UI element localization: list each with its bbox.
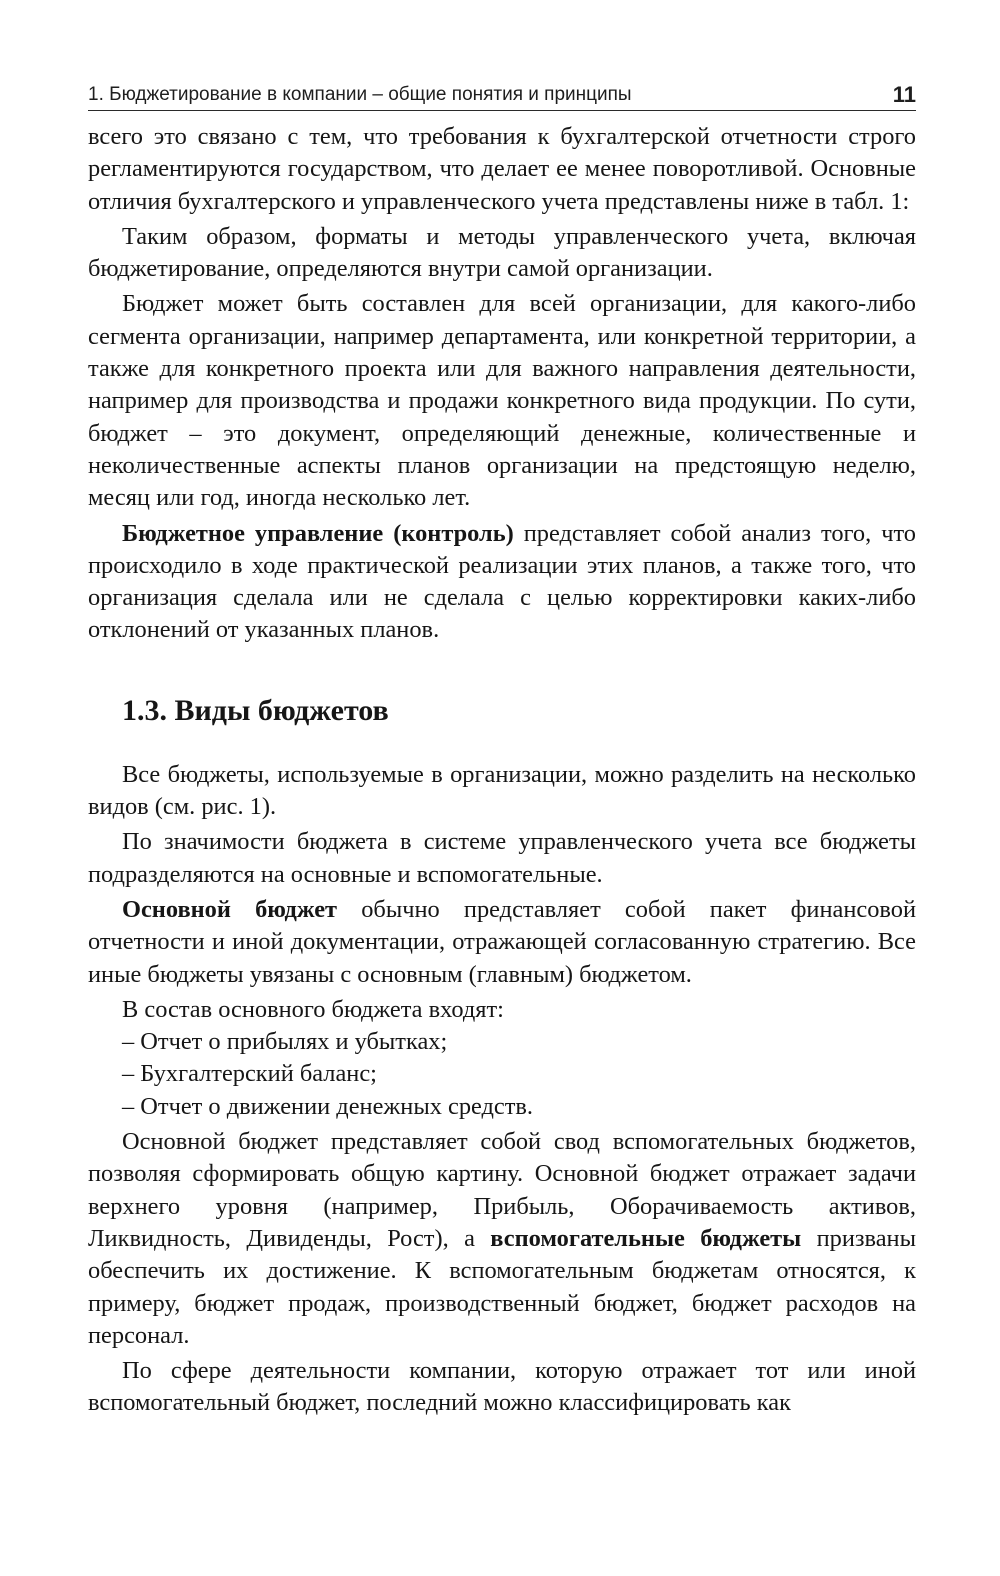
paragraph-text: Основной бюджет представляет собой свод вспомогательных бюджетов, позволяя сформировать общую картину. Основной бюджет отражает задачи верхнего уровня (например, Прибыль, Оборачиваемость активов, Ликвидность, Дивиденды, Рост), а	[88, 1128, 916, 1252]
paragraph	[88, 1126, 916, 1352]
paragraph: Все бюджеты, используемые в организации, можно разделить на несколько видов (см. рис. 1).	[88, 760, 916, 821]
running-header	[88, 82, 916, 111]
running-header-title: 1. Бюджетирование в компании – общие понятия и принципы	[88, 84, 632, 105]
paragraph: Таким образом, форматы и методы управленческого учета, включая бюджетирование, определяются внутри самой организации.	[88, 222, 916, 283]
paragraph-text: обычно представляет собой пакет финансовой отчетности и иной документации, отражающей согласованную стратегию. Все иные бюджеты увязаны с основным (главным) бюджетом.	[88, 895, 916, 988]
paragraph: Бюджет может быть составлен для всей организации, для какого-либо сегмента организации, например департамента, или конкретной территории, а также для конкретного проекта или для важного направления деятельности, например для производства и продажи конкретного вида продукции. По сути, бюджет – это документ, определяющий денежные, количественные и неколичественные аспекты планов организации на предстоящую неделю, месяц или год, иногда несколько лет.	[88, 290, 916, 512]
book-page	[88, 82, 916, 1423]
paragraph	[88, 894, 916, 991]
paragraph-text: призваны обеспечить их достижение. К вспомогательным бюджетам относятся, к примеру, бюджет продаж, производственный бюджет, бюджет расходов на персонал.	[88, 1224, 916, 1349]
paragraph: По сфере деятельности компании, которую отражает тот или иной вспомогательный бюджет, последний можно классифицировать как	[88, 1357, 916, 1417]
page-number: 11	[892, 82, 916, 107]
term-main-budget: Основной бюджет	[122, 895, 338, 923]
list-item: – Отчет о прибылях и убытках;	[122, 1028, 448, 1056]
paragraph	[88, 518, 916, 647]
list-item: – Отчет о движении денежных средств.	[122, 1092, 534, 1120]
list-item: – Бухгалтерский баланс;	[122, 1060, 377, 1088]
section-heading: 1.3. Виды бюджетов	[122, 693, 389, 727]
page-body	[88, 121, 916, 1420]
term-budget-management: Бюджетное управление (контроль)	[122, 519, 514, 547]
paragraph: По значимости бюджета в системе управленческого учета все бюджеты подразделяются на основные и вспомогательные.	[88, 828, 916, 888]
paragraph-continued: всего это связано с тем, что требования к бухгалтерской отчетности строго регламентируются государством, что делает ее менее поворотливой. Основные отличия бухгалтерского и управленческого учета представлены ниже в табл. 1:	[88, 123, 916, 215]
term-auxiliary-budgets: вспомогательные бюджеты	[490, 1224, 802, 1252]
paragraph: В состав основного бюджета входят:	[122, 995, 504, 1023]
paragraph-text: представляет собой анализ того, что происходило в ходе практической реализации этих планов, а также того, что организация сделала или не сделала с целью корректировки каких-либо отклонений от указанных планов.	[88, 519, 916, 644]
